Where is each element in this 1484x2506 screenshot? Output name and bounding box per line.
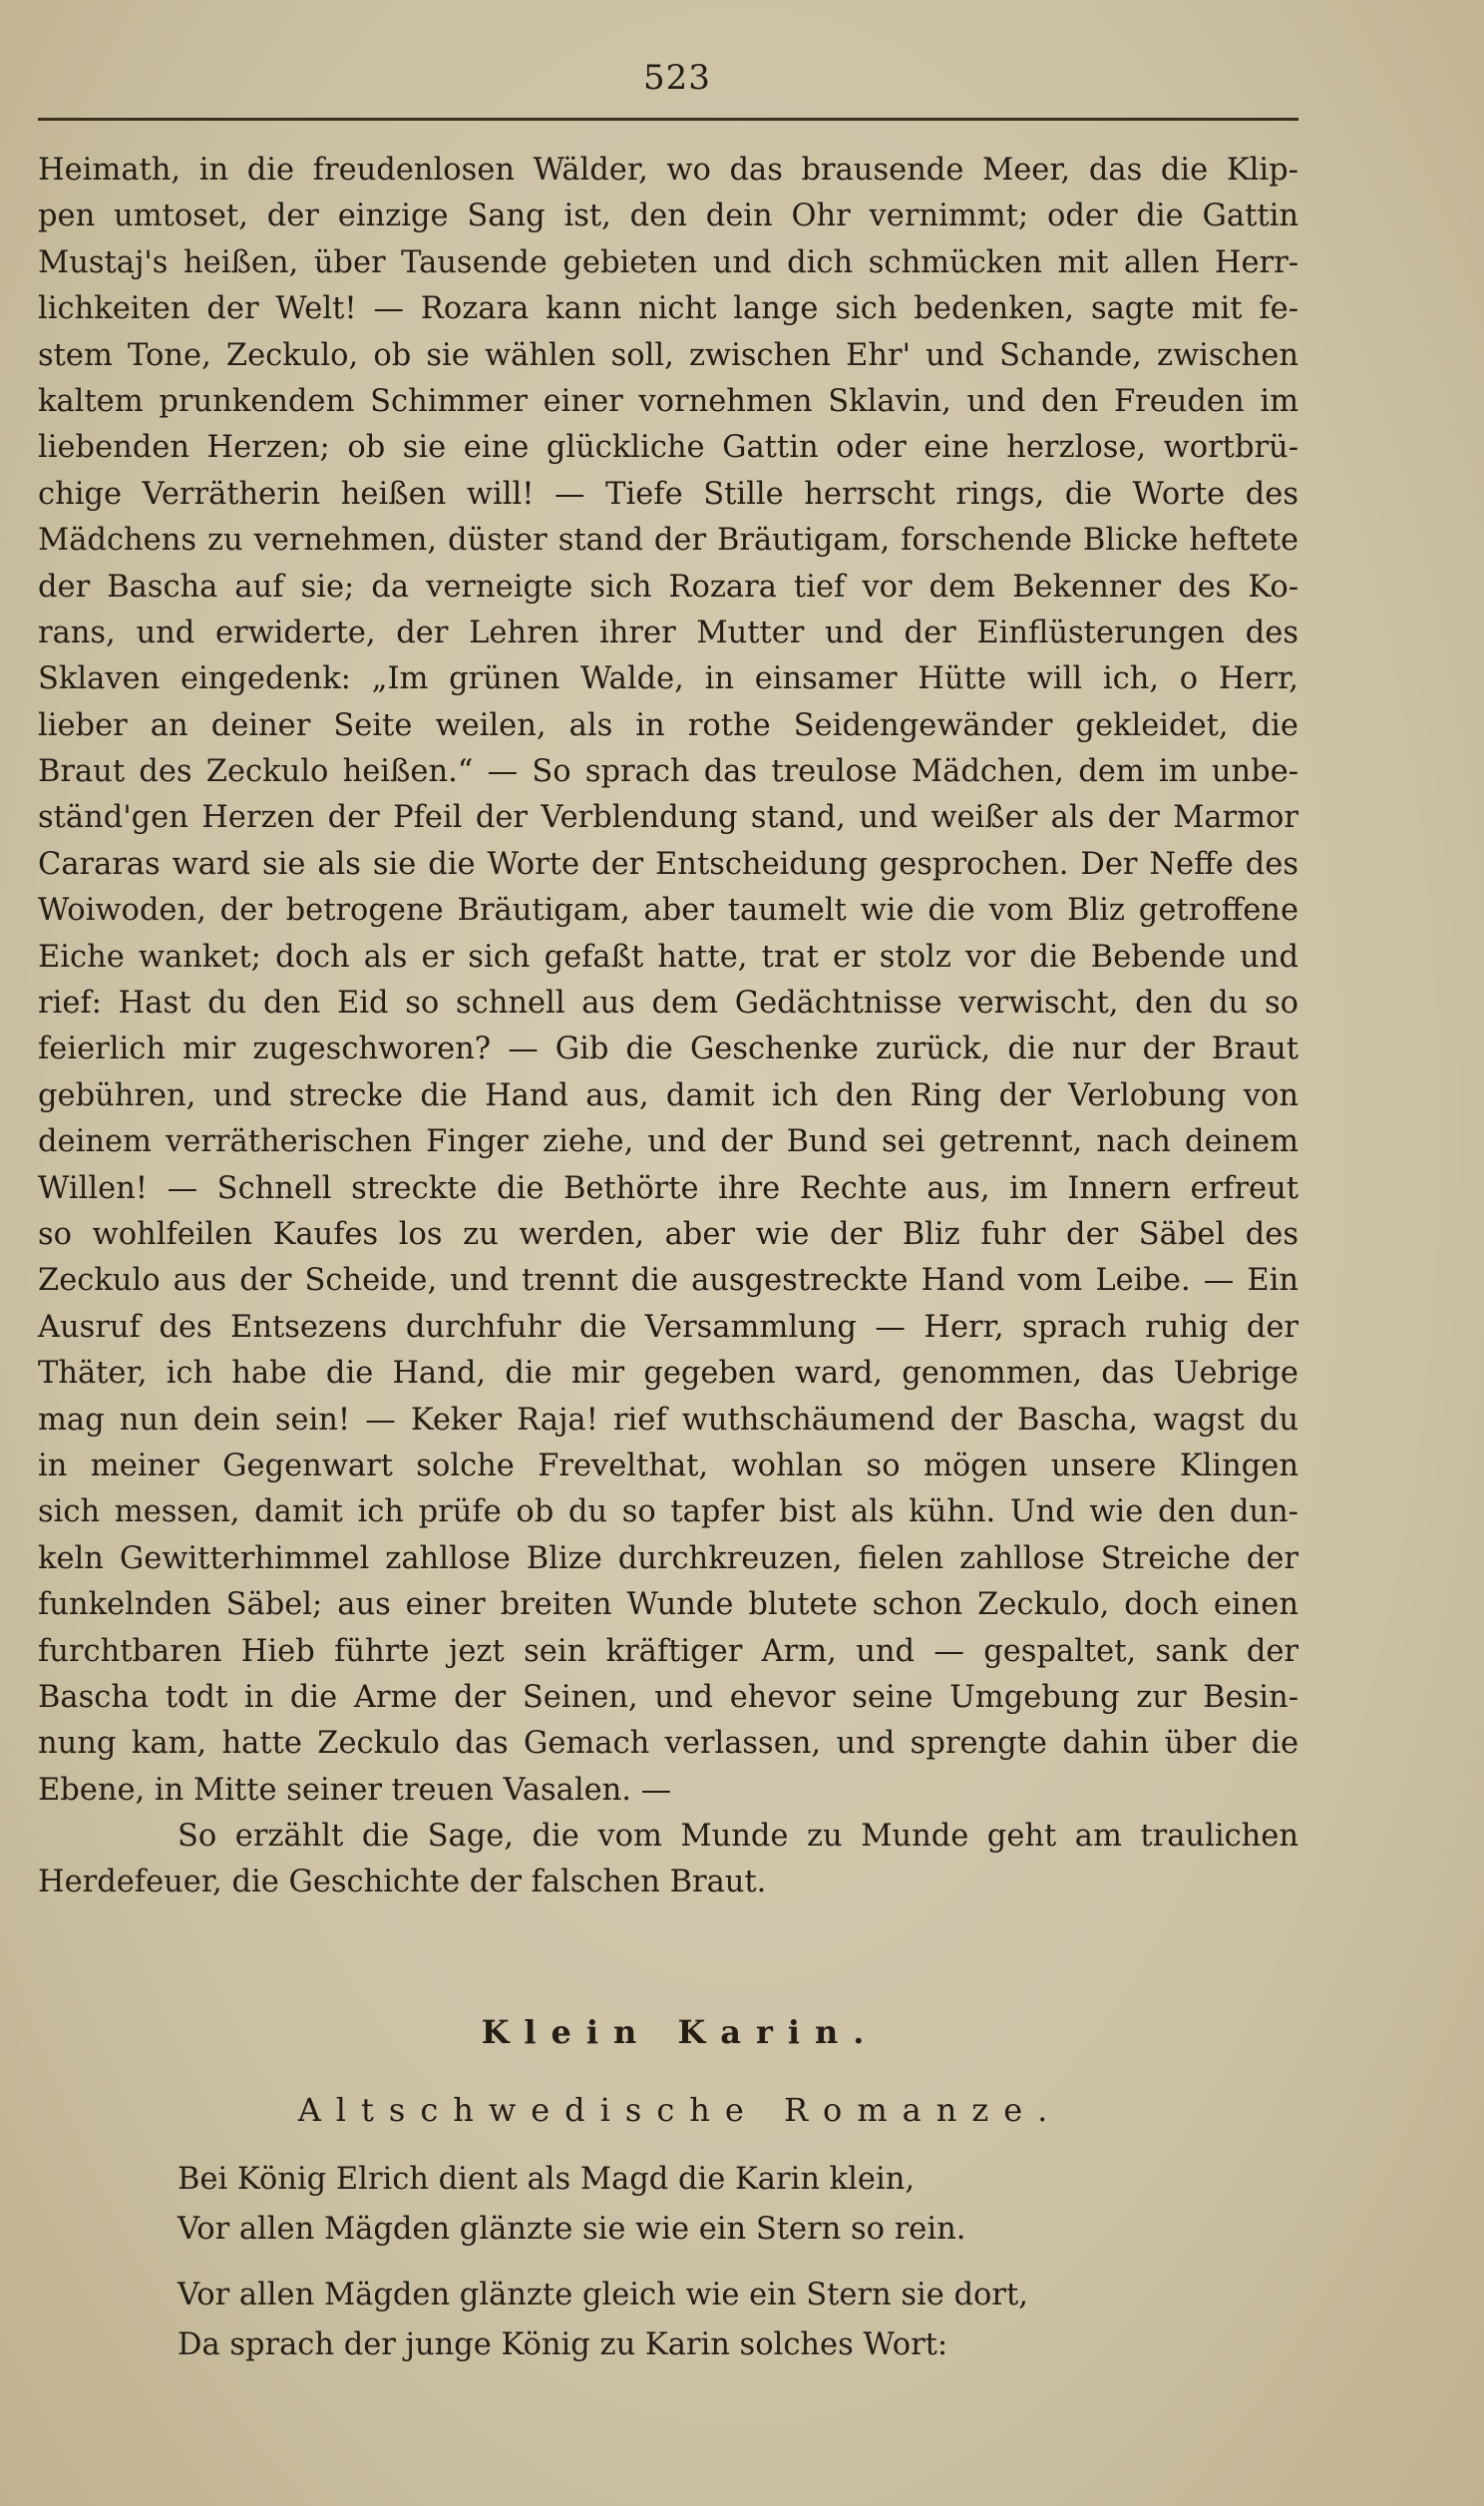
prose-line: ständ'gen Herzen der Pfeil der Verblendung stand, und weißer als der Marmor <box>38 800 1298 836</box>
poem-stanza <box>178 2271 1175 2370</box>
prose-line: mag nun dein sein! — Keker Raja! rief wuthschäumend der Bascha, wagst du <box>38 1402 1298 1438</box>
prose-line: keln Gewitterhimmel zahllose Blize durchkreuzen, fielen zahllose Streiche der <box>38 1540 1298 1576</box>
header-rule <box>38 118 1298 121</box>
verse-line: Vor allen Mägden glänzte gleich wie ein Stern sie dort, <box>178 2278 1028 2312</box>
prose-line: Cararas ward sie als sie die Worte der Entscheidung gesprochen. Der Neffe des <box>38 846 1298 882</box>
prose-line: Willen! — Schnell streckte die Bethörte ihre Rechte aus, im Innern erfreut <box>38 1170 1298 1206</box>
prose-line: liebenden Herzen; ob sie eine glückliche Gattin oder eine herzlose, wortbrü- <box>38 430 1298 466</box>
prose-line: Braut des Zeckulo heißen.“ — So sprach das treulose Mädchen, dem im unbe- <box>38 754 1298 790</box>
prose-line: rans, und erwiderte, der Lehren ihrer Mutter und der Einflüsterungen des <box>38 615 1298 650</box>
prose-line: Ebene, in Mitte seiner treuen Vasalen. — <box>38 1772 672 1808</box>
prose-line: furchtbaren Hieb führte jezt sein kräftiger Arm, und — gespaltet, sank der <box>38 1633 1298 1669</box>
prose-line: funkelnden Säbel; aus einer breiten Wunde blutete schon Zeckulo, doch einen <box>38 1587 1298 1623</box>
prose-line: Eiche wanket; doch als er sich gefaßt hatte, trat er stolz vor die Bebende und <box>38 939 1298 975</box>
prose-line: Mustaj's heißen, über Tausende gebieten und dich schmücken mit allen Herr- <box>38 244 1298 280</box>
prose-line: So erzählt die Sage, die vom Munde zu Munde geht am traulichen <box>178 1819 1298 1855</box>
story-text <box>38 148 1298 1906</box>
prose-line: nung kam, hatte Zeckulo das Gemach verlassen, und sprengte dahin über die <box>38 1726 1298 1762</box>
prose-line: deinem verrätherischen Finger ziehe, und der Bund sei getrennt, nach deinem <box>38 1124 1298 1160</box>
prose-line: Ausruf des Entsezens durchfuhr die Versammlung — Herr, sprach ruhig der <box>38 1309 1298 1345</box>
poem-stanza <box>178 2155 1175 2255</box>
prose-line: stem Tone, Zeckulo, ob sie wählen soll, zwischen Ehr' und Schande, zwischen <box>38 337 1298 373</box>
prose-line: der Bascha auf sie; da verneigte sich Rozara tief vor dem Bekenner des Ko- <box>38 569 1298 605</box>
prose-line: lichkeiten der Welt! — Rozara kann nicht lange sich bedenken, sagte mit fe- <box>38 291 1298 327</box>
prose-line: Sklaven eingedenk: „Im grünen Walde, in einsamer Hütte will ich, o Herr, <box>38 661 1298 697</box>
verse-line: Vor allen Mägden glänzte sie wie ein Stern so rein. <box>178 2212 966 2247</box>
verse-line: Bei König Elrich dient als Magd die Karin klein, <box>178 2162 916 2197</box>
prose-line: lieber an deiner Seite weilen, als in rothe Seidengewänder gekleidet, die <box>38 707 1298 743</box>
prose-line: rief: Hast du den Eid so schnell aus dem Gedächtnisse verwischt, den du so <box>38 986 1298 1022</box>
prose-line: Zeckulo aus der Scheide, und trennt die ausgestreckte Hand vom Leibe. — Ein <box>38 1263 1298 1299</box>
prose-line: in meiner Gegenwart solche Frevelthat, wohlan so mögen unsere Klingen <box>38 1448 1298 1483</box>
prose-line: Thäter, ich habe die Hand, die mir gegeben ward, genommen, das Uebrige <box>38 1356 1298 1392</box>
poem-title: Klein Karin. <box>481 2013 880 2051</box>
poem-subtitle: Altschwedische Romanze. <box>297 2091 1063 2129</box>
prose-line: Woiwoden, der betrogene Bräutigam, aber taumelt wie die vom Bliz getroffene <box>38 893 1298 929</box>
verse-line: Da sprach der junge König zu Karin solches Wort: <box>178 2327 948 2362</box>
prose-line: pen umtoset, der einzige Sang ist, den dein Ohr vernimmt; oder die Gattin <box>38 199 1298 234</box>
prose-line: Herdefeuer, die Geschichte der falschen Braut. <box>38 1865 767 1900</box>
page-number: 523 <box>643 58 711 98</box>
prose-line: Heimath, in die freudenlosen Wälder, wo das brausende Meer, das die Klip- <box>38 153 1298 188</box>
prose-line: feierlich mir zugeschworen? — Gib die Geschenke zurück, die nur der Braut <box>38 1032 1298 1067</box>
prose-line: Mädchens zu vernehmen, düster stand der Bräutigam, forschende Blicke heftete <box>38 523 1298 559</box>
prose-line: gebühren, und strecke die Hand aus, damit ich den Ring der Verlobung von <box>38 1077 1298 1113</box>
prose-line: kaltem prunkendem Schimmer einer vornehmen Sklavin, und den Freuden im <box>38 383 1298 419</box>
prose-line: sich messen, damit ich prüfe ob du so tapfer bist als kühn. Und wie den dun- <box>38 1494 1298 1530</box>
prose-line: Bascha todt in die Arme der Seinen, und ehevor seine Umgebung zur Besin- <box>38 1679 1298 1715</box>
prose-line: so wohlfeilen Kaufes los zu werden, aber wie der Bliz fuhr der Säbel des <box>38 1216 1298 1252</box>
prose-line: chige Verrätherin heißen will! — Tiefe Stille herrscht rings, die Worte des <box>38 476 1298 512</box>
